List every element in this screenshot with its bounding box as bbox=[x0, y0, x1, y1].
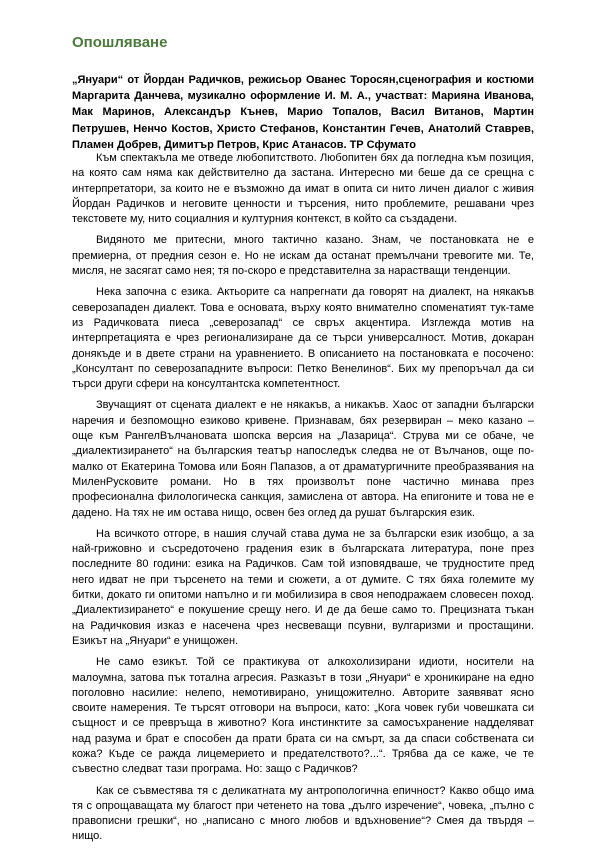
body-paragraph: Звучащият от сцената диалект е не някакъв, а никакъв. Хаос от западни български наречия и безпомощно езиково кривене. Признавам, бях резервиран – меко казано – още към РангелВълчановата шопска версия на „Лазарица“. Струва ми се обаче, че „диалектизирането“ на българския театър напоследък следва не от Вълчанов, още по-малко от Екатерина Томова или Боян Папазов, а от драматургичните преобразявания на МиленРусковите романи. Но в тях произволът поне частично минава през професионална филологическа санкция, замислена от автора. На епигоните и това не е дадено. На тях не им остава нищо, освен без оглед да рушат българския език. bbox=[72, 399, 534, 519]
article-body bbox=[72, 151, 534, 851]
body-paragraph: Видяното ме притесни, много тактично казано. Знам, че постановката не е премиерна, от предния сезон е. Но не искам да останат премълчани тревогите ми. Те, мисля, не засягат само нея; тя по-скоро е представителна за нарастващи тенденции. bbox=[72, 234, 534, 278]
body-paragraph: На всичкото отгоре, в нашия случай става дума не за български език изобщо, а за най-грижовно и съсредоточено градения език в българската литература, поне през последните 80 години: езика на Радичков. Сам той изповядваше, че трудностите пред него идват не при търсенето на теми и сюжети, а от думите. С тях бяха големите му битки, докато ги опитоми напълно и ги мобилизира в своя неподражаем словесен поход. „Диалектизирането“ е покушение срещу него. И де да беше само то. Прецизната тъкан на Радичковия изказ е насечена чрез несвеващи псувни, вулгаризми и простащини. Езикът на „Януари“ е унищожен. bbox=[72, 527, 534, 647]
production-credits: „Януари“ от Йордан Радичков, режисьор Ованес Торосян,сценография и костюми Маргарита Данчева, музикално оформление И. М. А., участват: Марияна Иванова, Мак Маринов, Александър Кънев, Марио Топалов, Васил Витанов, Мартин Петрушев, Ненчо Костов, Христо Стефанов, Константин Гечев, Анатолий Ставрев, Пламен Добрев, Димитър Петров, Крис Атанасов. ТР Сфумато bbox=[72, 74, 534, 151]
body-paragraph: Към спектакъла ме отведе любопитството. Любопитен бях да погледна към позиция, на която сам няма как действително да застана. Интересно ми беше да се срещна с интерпретатори, за които не е възможно да имат в опита си нито личен диалог с живия Йордан Радичков и неговите ценности и търсения, нито проблемите, решавани чрез текстовете му, нито социалния и културния контекст, в който са създадени. bbox=[72, 152, 534, 226]
article-title: Опошляване bbox=[72, 34, 168, 51]
body-paragraph: Как се съвместява тя с деликатната му антропологична епичност? Какво общо има тя с опрощаващата му благост при четенето на това „дълго изречение“, човека, „пълно с правописни грешки“, но „написано с много любов и вдъхновение“? Смея да твърдя – нищо. bbox=[72, 784, 534, 843]
body-paragraph: Нека започна с езика. Актьорите са напрегнати да говорят на диалект, на някакъв северозападен диалект. Това е основата, върху която внимателно споменатият тук-таме из Радичковата пиеса „северозапад“ се свръх акцентира. Изглежда мотив на интерпретацията е чрез регионализиране да се търси универсалност. Мотив, докаран донякъде и в двете страни на уравнението. В описанието на постановката е посочено: „Консултант по северозападните въпроси: Петко Венелинов“. Бих му препоръчал да си търси други сфери на консултантска компетентност. bbox=[72, 286, 534, 391]
body-paragraph: Не само езикът. Той се практикува от алкохолизирани идиоти, носители на малоумна, затова пък тотална агресия. Разказът в този „Януари“ е хроникиране на едно поголовно насилие: нелепо, немотивирано, унищожително. Авторите заявяват ясно своите намерения. Те търсят отговори на въпроси, като: „Кога човек губи човешката си същност и се превръща в животно? Кога инстинктите за самосъхранение надделяват над разума и брат е способен да прати брата си на смърт, за да спаси собствената си кожа? Къде се ражда лицемерието и предателството?...“. Трябва да се каже, че те съвестно следват тази програма. Но: защо с Радичков? bbox=[72, 656, 534, 776]
